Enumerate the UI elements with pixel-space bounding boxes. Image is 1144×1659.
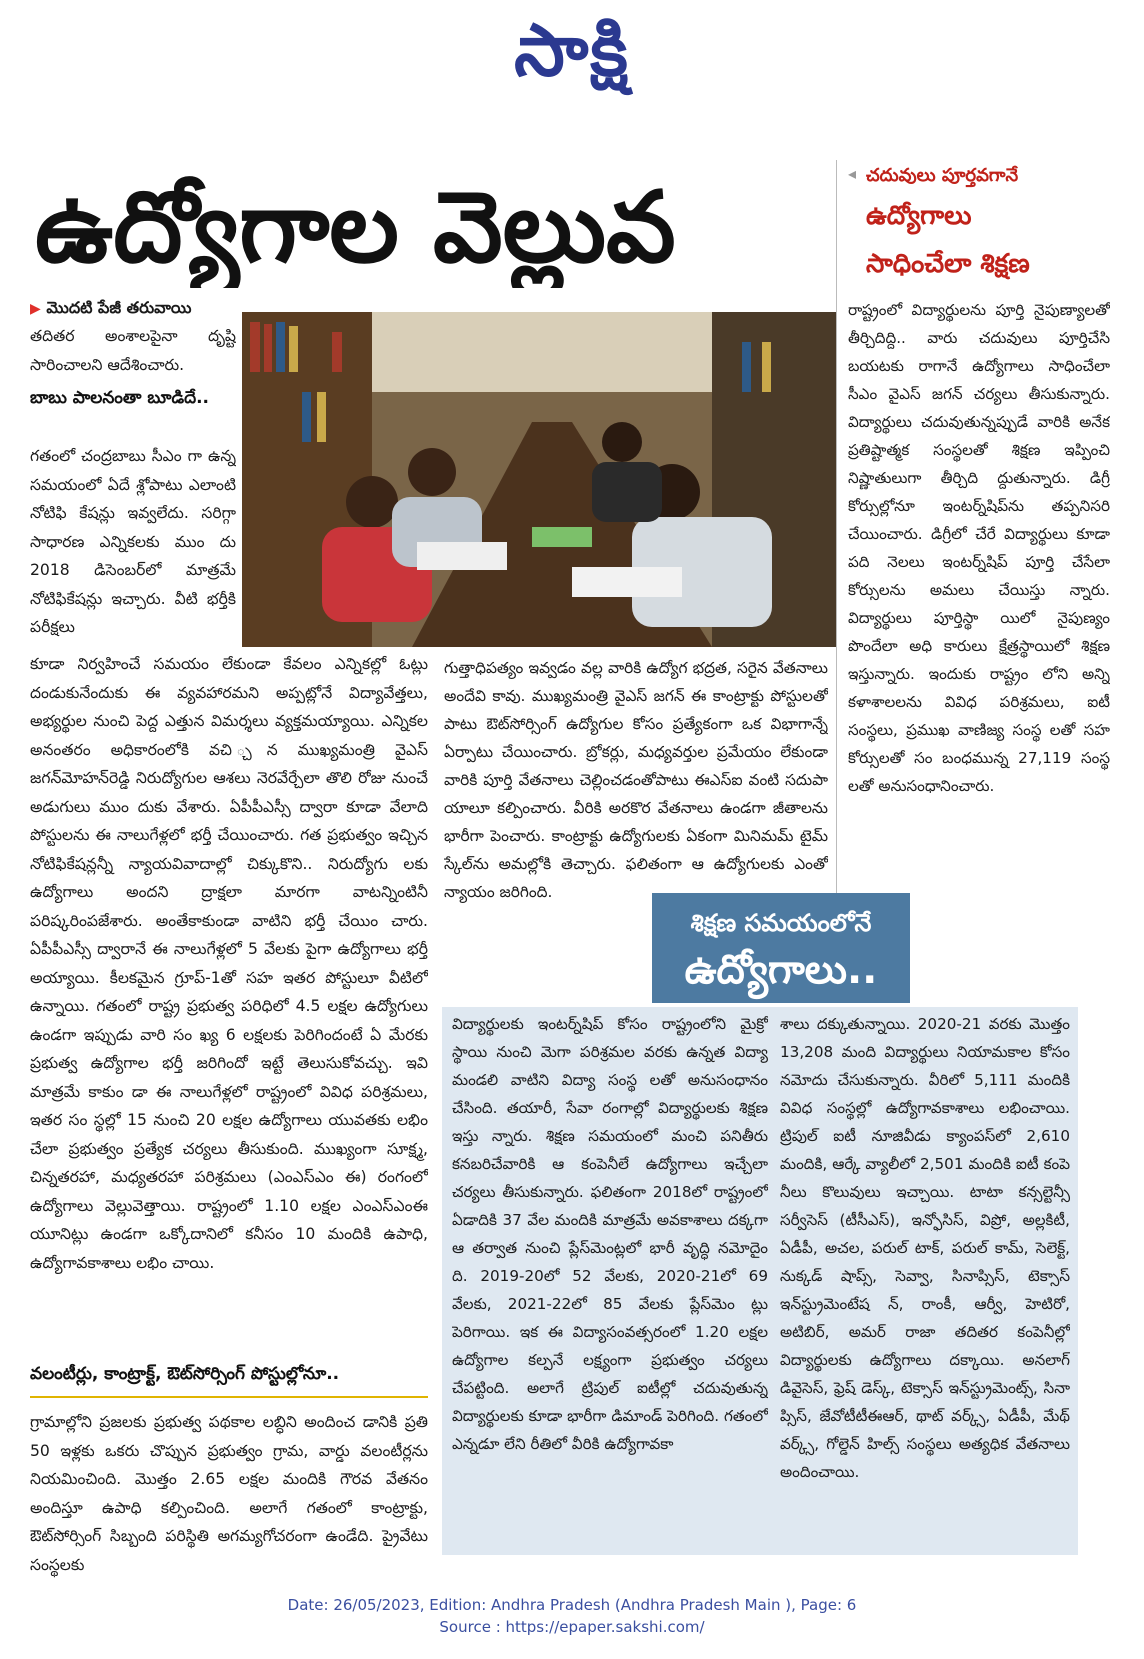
masthead-logo: సాక్షి [514, 8, 630, 92]
continued-text: మొదటి పేజీ తరువాయి [46, 298, 192, 317]
triangle-icon: ▶ [30, 301, 41, 317]
footer [0, 1594, 1144, 1638]
callout-line2: ఉద్యోగాలు.. [684, 947, 878, 993]
left-body-bottom: గ్రామాల్లోని ప్రజలకు ప్రభుత్వ పథకాల లబ్ధిని అందించ డానికి ప్రతి 50 ఇళ్లకు ఒకరు చొప్పున ప్రభుత్వం గ్రామ, వార్డు వలంటీర్లను నియమించింది. మొత్తం 2.65 లక్షల మందికి గౌరవ వేతనం అందిస్తూ ఉపాధి కల్పించింది. అలాగే గతంలో కాంట్రాక్టు, ఔట్‌సోర్సింగ్ సిబ్బంది పరిస్థితి అగమ్యగోచరంగా ఉండేది. ప్రైవేటు సంస్థలకు [30, 1413, 428, 1574]
continued-from-label [30, 296, 230, 321]
left-body-narrow: గతంలో చంద్రబాబు సీఎం గా ఉన్న సమయంలో ఏదే శ్లోపాటు ఎలాంటి నోటిఫి కేషన్లు ఇవ్వలేదు. సరిగ్గా సాధారణ ఎన్నికలకు ముం దు 2018 డిసెంబర్‌లో మాత్రమే నోటిఫికేషన్లు ఇచ్చారు. వీటి భర్తీకి పరీక్షలు [30, 447, 236, 636]
sidebar-title-line2: ఉద్యోగాలు [866, 201, 972, 231]
middle-body: గుత్తాధిపత్యం ఇవ్వడం వల్ల వారికి ఉద్యోగ భద్రత, సరైన వేతనాలు అందేవి కావు. ముఖ్యమంత్రి వైఎస్ జగన్ ఈ కాంట్రాక్టు పోస్టులతో పాటు ఔట్‌సోర్సింగ్ ఉద్యోగుల కోసం ప్రత్యేకంగా ఒక విభాగాన్నే ఏర్పాటు చేయించారు. బ్రోకర్లు, మధ్యవర్తుల ప్రమేయం లేకుండా వారికి పూర్తి వేతనాలు చెల్లించడంతోపాటు ఈఎస్ఐ వంటి సదుపా యాలూ కల్పించారు. వీరికి అరకొర వేతనాలు ఉండగా జీతాలను భారీగా పెంచారు. కాంట్రాక్టు ఉద్యోగులకు ఏకంగా మినిమమ్ టైమ్ స్కేల్‌ను అమల్లోకి తెచ్చారు. ఫలితంగా ఆ ఉద్యోగులకు ఎంతో న్యాయం జరిగింది. [444, 659, 828, 901]
headline: ఉద్యోగాల వెల్లువ [35, 171, 676, 285]
footer-source-line: Source : https://epaper.sakshi.com/ [439, 1618, 705, 1636]
subhead-rule [30, 1396, 428, 1398]
box-column-1: విద్యార్థులకు ఇంటర్న్‌షిప్ కోసం రాష్ట్రంలోని మైక్రో స్థాయి నుంచి మెగా పరిశ్రమల వరకు ఉన్నత విద్యా మండలి వాటిని విద్యా సంస్థ లతో అనుసంధానం చేసింది. తయారీ, సేవా రంగాల్లో విద్యార్థులకు శిక్షణ ఇస్తు న్నారు. శిక్షణ సమయంలో మంచి పనితీరు కనబరిచేవారికి ఆ కంపెనీలే ఉద్యోగాలు ఇచ్చేలా చర్యలు తీసుకున్నారు. ఫలితంగా 2018లో రాష్ట్రంలో ఏడాదికి 37 వేల మందికి మాత్రమే అవకాశాలు దక్కగా ఆ తర్వాత నుంచి ప్లేస్‌మెంట్లలో భారీ వృద్ధి నమోదైం ది. 2019-20లో 52 వేలకు, 2020-21లో 69 వేలకు, 2021-22లో 85 వేలకు ప్లేస్‌మెం ట్లు పెరిగాయి. ఇక ఈ విద్యాసంవత్సరంలో 1.20 లక్షల ఉద్యోగాల కల్పనే లక్ష్యంగా ప్రభుత్వం చర్యలు చేపట్టింది. అలాగే ట్రిపుల్ ఐటీల్లో చదువుతున్న విద్యార్థులకు కూడా భారీగా డిమాండ్ పెరిగింది. గతంలో ఎన్నడూ లేని రీతిలో వీరికి ఉద్యోగావకా [452, 1015, 768, 1453]
sidebar-divider [836, 160, 837, 955]
box-column-2: శాలు దక్కుతున్నాయి. 2020-21 వరకు మొత్తం 13,208 మంది విద్యార్థులు నియామకాల కోసం నమోదు చేసుకున్నారు. వీరిలో 5,111 మందికి వివిధ సంస్థల్లో ఉద్యోగావకాశాలు లభించాయి. ట్రిపుల్ ఐటీ నూజివీడు క్యాంపస్‌లో 2,610 మందికి, ఆర్కే వ్యాలీలో 2,501 మందికి ఐటీ కంపె నీలు కొలువులు ఇచ్చాయి. టాటా కన్సల్టెన్సీ సర్వీసెస్ (టీసీఎస్), ఇన్ఫోసిస్, విప్రో, అల్లకిటీ, ఏడీపీ, అచల, పరుల్ టాక్, పరుల్ కామ్, సెలెక్ట్, నుక్కడ్ షాప్స్, సెవ్వా, సినాప్సిస్, టెక్సాస్ ఇన్‌స్ట్రుమెంటేష న్, రాంకీ, ఆర్వీ, హెటిరో, అటిబిర్, అమర్ రాజా తదితర కంపెనీల్లో విద్యార్థులకు ఉద్యోగాలు దక్కాయి. అనలాగ్ డివైసెస్, ఫ్రెష్ డెస్క్, టెక్సాస్ ఇన్‌స్ట్రుమెంట్స్, సినా ప్సిస్, జేవోటీటీఈఆర్, థాట్ వర్క్స్, ఏడీపీ, మేథ్ వర్క్స్, గోల్డెన్ హిల్స్ సంస్థలు అత్యధిక వేతనాలు అందించాయి. [780, 1015, 1070, 1481]
callout-line1: శిక్షణ సమయంలోనే [690, 909, 872, 937]
subhead-babu: బాబు పాలనంతా బూడిదే.. [30, 388, 210, 408]
sidebar-title-line1: చదువులు పూర్తవగానే [866, 165, 1019, 186]
library-photo [242, 312, 836, 647]
pointer-icon: ◂ [848, 164, 857, 183]
sidebar-title-line3: సాధించేలా శిక్షణ [866, 249, 1030, 279]
left-body-wide: కూడా నిర్వహించే సమయం లేకుండా కేవలం ఎన్నికల్లో ఓట్లు దండుకునేందుకు ఈ వ్యవహారమని అప్పట్లోనే విద్యావేత్తలు, అభ్యర్థుల నుంచి పెద్ద ఎత్తున విమర్శలు వ్యక్తమయ్యాయి. ఎన్నికల అనంతరం అధికారంలోకి వచి ్చన ముఖ్యమంత్రి వైఎస్ జగన్‌మోహన్‌రెడ్డి నిరుద్యోగుల ఆశలు నెరవేర్చేలా తొలి రోజు నుంచే అడుగులు ముం దుకు వేశారు. ఏపీపీఎస్సీ ద్వారా కూడా వేలాది పోస్టులను ఈ నాలుగేళ్లలో భర్తీ చేయించారు. గత ప్రభుత్వం ఇచ్చిన నోటిఫికేషన్లన్నీ న్యాయవివాదాల్లో చిక్కుకొని.. నిరుద్యోగు లకు ఉద్యోగాలు అందని ద్రాక్షలా మారగా వాటన్నింటినీ పరిష్కరింపజేశారు. అంతేకాకుండా వాటిని భర్తీ చేయిం చారు. ఏపీపీఎస్సీ ద్వారానే ఈ నాలుగేళ్లలో 5 వేలకు పైగా ఉద్యోగాలు భర్తీ అయ్యాయి. కీలకమైన గ్రూప్-1తో సహ ఇతర పోస్టులూ వీటిలో ఉన్నాయి. గతంలో రాష్ట్ర ప్రభుత్వ పరిధిలో 4.5 లక్షల ఉద్యోగులు ఉండగా ఇప్పుడు వారి సం ఖ్య 6 లక్షలకు పెరిగిందంటే ఏ మేరకు ప్రభుత్వ ఉద్యోగాల భర్తీ జరిగిందో ఇట్టే తెలుసుకోవచ్చు. ఇవి మాత్రమే కాకుం డా ఈ నాలుగేళ్లలో రాష్ట్రంలో వివిధ పరిశ్రమలు, ఇతర సం స్థల్లో 15 నుంచి 20 లక్షల ఉద్యోగాలు యువతకు లభిం చేలా ప్రభుత్వం ప్రత్యేక చర్యలు తీసుకుంది. ముఖ్యంగా సూక్ష్మ, చిన్నతరహా, మధ్యతరహా పరిశ్రమలు (ఎంఎస్‌ఎం ఈ) రంగంలో ఉద్యోగాలు వెల్లువెత్తాయి. రాష్ట్రంలో 1.10 లక్షల ఎంఎస్‌ఎంఈ యూనిట్లు ఉండగా ఒక్కోదానిలో కనీసం 10 మందికి ఉపాధి, ఉద్యోగావకాశాలు లభిం చాయి. [30, 655, 428, 1272]
footer-date-line: Date: 26/05/2023, Edition: Andhra Pradesh (Andhra Pradesh Main ), Page: 6 [287, 1596, 857, 1614]
sidebar-paragraph: రాష్ట్రంలో విద్యార్థులను పూర్తి నైపుణ్యాలతో తీర్చిదిద్ది.. వారు చదువులు పూర్తిచేసి బయటకు రాగానే ఉద్యోగాలు సాధించేలా సీఎం వైఎస్ జగన్ చర్యలు తీసుకున్నారు. విద్యార్థులు చదువుతున్నప్పుడే వారికి అనేక ప్రతిష్టాత్మక సంస్థలతో శిక్షణ ఇప్పించి నిష్ణాతులుగా తీర్చిది ద్దుతున్నారు. డిగ్రీ కోర్సుల్లోనూ ఇంటర్న్‌షిప్‌ను తప్పనిసరి చేయించారు. డిగ్రీలో చేరే విద్యార్థులు కూడా పది నెలలు ఇంటర్న్‌షిప్ పూర్తి చేసేలా కోర్సులను అమలు చేయిస్తు న్నారు. విద్యార్థులు పూర్తిస్థా యిలో నైపుణ్యం పొందేలా అధి కారులు క్షేత్రస్థాయిలో శిక్షణ ఇస్తున్నారు. ఇందుకు రాష్ట్రం లోని అన్ని కళాశాలలను వివిధ పరిశ్రమలు, ఐటీ సంస్థలు, ప్రముఖ వాణిజ్య సంస్థ లతో సహ కోర్సులతో సం బంధమున్న 27,119 సంస్థ లతో అనుసంధానించారు. [848, 301, 1110, 795]
subhead-volunteers: వలంటీర్లు, కాంట్రాక్ట్, ఔట్‌సోర్సింగ్ పోస్టుల్లోనూ.. [30, 1364, 340, 1384]
left-intro: తదితర అంశాలపైనా దృష్టి సారించాలని ఆదేశించారు. [30, 327, 236, 374]
sidebar-body [848, 296, 1110, 942]
callout-banner [652, 893, 910, 1003]
